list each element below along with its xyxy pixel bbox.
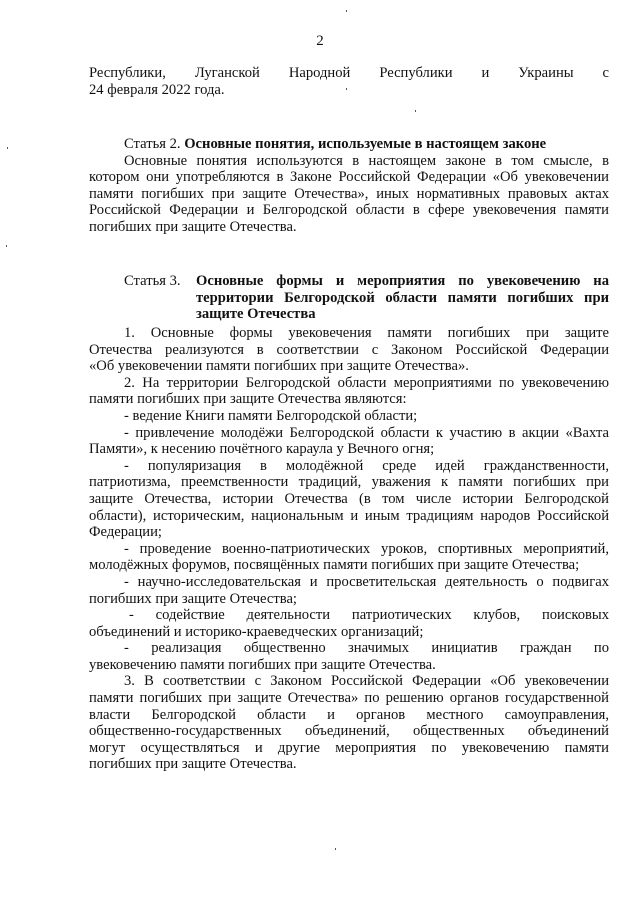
list-item: Памяти», к несению почётного караула у Вечного огня; [89, 441, 435, 458]
scan-speck [346, 88, 347, 90]
word: Луганской [194, 65, 260, 81]
article-3-label: Статья 3. [124, 273, 181, 289]
word: Украины [518, 65, 574, 81]
scan-speck [7, 147, 8, 149]
article-2-label: Статья 2. [124, 136, 181, 152]
list-item: погибших при защите Отечества; [89, 590, 297, 607]
list-item: - реализация общественно значимых инициатив граждан по [124, 640, 609, 657]
article-3-title-line: Основные формы и мероприятия по увековечению на [196, 273, 609, 289]
word: Республики, [89, 65, 166, 81]
list-item: - привлечение молодёжи Белгородской области к участию в акции «Вахта [124, 424, 609, 441]
list-item: молодёжных форумов, посвящённых памяти погибших при защите Отечества; [89, 557, 580, 574]
scan-speck [335, 848, 336, 850]
paragraph-line: могут осуществляться и другие мероприятия по увековечению памяти [89, 739, 609, 756]
scan-speck [346, 10, 347, 12]
paragraph-line: погибших при защите Отечества. [89, 756, 297, 773]
article-3-title-line: защите Отечества [196, 306, 316, 323]
word: Народной [288, 65, 351, 81]
list-item: области), историческим, национальным и иным традициям народов Российской [89, 507, 609, 524]
article-2 [89, 136, 609, 236]
article-2-text-line: Основные понятия используются в настоящем законе в том смысле, в [124, 152, 609, 169]
list-item: патриотизма, преемственности традиций, уважения к памяти погибших при [89, 474, 609, 491]
list-item: объединений и историко-краеведческих организаций; [89, 623, 424, 640]
list-item: - популяризация в молодёжной среде идей гражданственности, [124, 457, 609, 474]
article-2-title: Основные понятия, используемые в настоящем законе [184, 136, 547, 152]
paragraph-line: Отечества реализуются в соответствии с Законом Российской Федерации [89, 341, 609, 358]
word: и [481, 65, 490, 81]
scan-speck [415, 110, 416, 112]
paragraph-line: памяти погибших при защите Отечества» по решению органов государственной [89, 690, 609, 707]
intro-line-2: 24 февраля 2022 года. [89, 81, 225, 98]
article-3-heading [124, 273, 609, 323]
intro-line-1 [89, 65, 609, 82]
list-item: защите Отечества, истории Отечества (в том числе истории Белгородской [89, 490, 609, 507]
paragraph-line: 3. В соответствии с Законом Российской Федерации «Об увековечении [124, 673, 609, 690]
paragraph-line: власти Белгородской области и органов местного самоуправления, [89, 706, 609, 723]
list-item: - ведение Книги памяти Белгородской области; [124, 407, 418, 424]
article-2-text-line: Российской Федерации и Белгородской области в сфере увековечения памяти [89, 202, 609, 219]
scan-speck [6, 245, 7, 247]
paragraph-line: «Об увековечении памяти погибших при защите Отечества». [89, 358, 469, 375]
list-item: - проведение военно-патриотических уроков, спортивных мероприятий, [124, 540, 609, 557]
word: Республики [379, 65, 453, 81]
article-2-text-line: котором они употребляются в Законе Российской Федерации «Об увековечении [89, 169, 609, 186]
list-item: - содействие деятельности патриотических клубов, поисковых [129, 607, 609, 624]
paragraph-line: 1. Основные формы увековечения памяти погибших при защите [124, 325, 609, 341]
intro-paragraph [89, 65, 609, 98]
article-2-heading [89, 136, 609, 153]
paragraph-line: памяти погибших при защите Отечества являются: [89, 391, 407, 408]
paragraph-line: 2. На территории Белгородской области мероприятиями по увековечению [124, 374, 609, 391]
article-3-title-line: территории Белгородской области памяти погибших при [196, 289, 609, 306]
word: с [602, 65, 610, 81]
article-2-text-line: погибших при защите Отечества. [89, 218, 297, 235]
list-item: - научно-исследовательская и просветительская деятельность о подвигах [124, 573, 609, 590]
list-item: увековечению памяти погибших при защите Отечества. [89, 656, 436, 673]
article-3-body [89, 325, 609, 773]
list-item: Федерации; [89, 524, 162, 541]
article-2-text-line: памяти погибших при защите Отечества», иных нормативных правовых актах [89, 185, 609, 202]
paragraph-line: общественно-государственных объединений, общественных объединений [89, 723, 609, 740]
page-number: 2 [316, 33, 324, 49]
